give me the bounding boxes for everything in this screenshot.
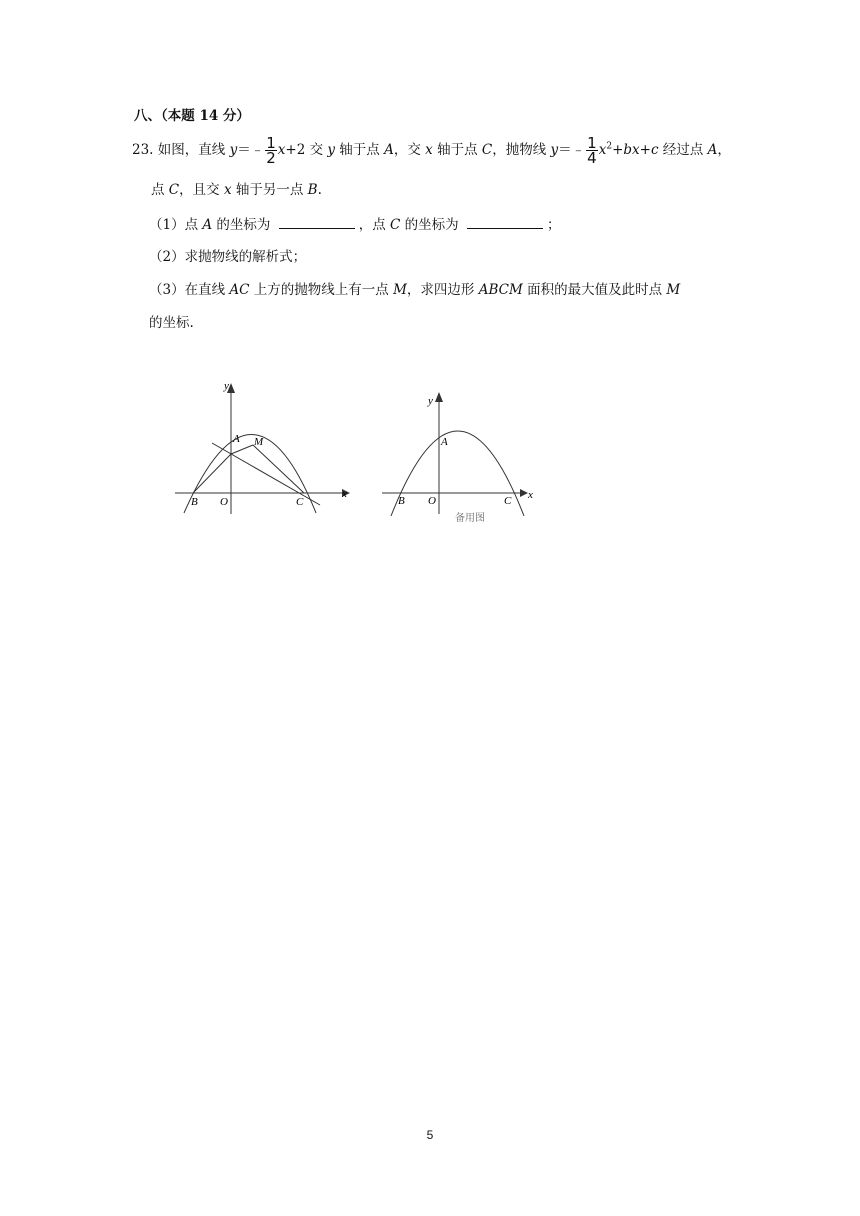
figure-2 [378,380,548,525]
point-c: C [168,182,180,198]
label-x: x [342,488,347,500]
point-c: C [390,217,401,233]
x-axis-arrow [520,489,528,497]
text: ， [717,142,731,158]
label-x: x [528,489,533,501]
frac-num: 1 [266,134,276,152]
text: ，点 [358,217,391,233]
text: . [317,182,322,198]
text: ，求四边形 [406,282,479,298]
text: 轴于另一点 [231,182,308,198]
point-m: M [393,282,407,298]
page-number: 5 [426,1128,434,1142]
label-b: B [191,496,198,508]
text: ，且交 [179,182,224,198]
var-x: x [425,142,433,158]
label-y: y [224,380,229,392]
answer-blank-a[interactable] [279,214,355,229]
text: 轴于点 [335,142,385,158]
var-x: x [277,142,286,158]
segment-ab [193,454,231,493]
var-x: x [598,142,607,158]
label-c: C [296,496,304,508]
point-c: C [481,142,493,158]
fraction-one-half [265,136,277,165]
label-c: C [504,495,512,507]
answer-blank-c[interactable] [467,214,543,229]
segment-mc [253,445,304,493]
question-3-cont: 的坐标. [149,315,194,331]
point-a: A [707,142,718,158]
question-2: （2）求抛物线的解析式； [149,249,307,265]
text: 经过点 [658,142,708,158]
var-x: x [223,182,232,198]
text: 上方的抛物线上有一点 [249,282,394,298]
text: （3）在直线 [149,282,230,298]
point-a: A [384,142,394,158]
frac-num: 1 [587,134,597,152]
point-m: M [666,282,681,298]
point-a: A [202,217,213,233]
text: ＝﹣ [237,142,265,158]
var-bx: bx [623,142,640,158]
text: 点 [151,182,169,198]
section-heading: 八、（本题 14 分） [134,108,250,124]
y-axis-arrow [435,392,443,402]
label-y: y [428,395,433,407]
question-3 [149,280,680,300]
exponent: 2 [606,141,613,152]
figure-caption: 备用图 [455,513,485,524]
text: 轴于点 [432,142,482,158]
fraction-one-quarter [586,136,598,165]
text: 的坐标为 [212,217,275,233]
label-o: O [428,495,436,507]
text: 面积的最大值及此时点 [522,282,667,298]
label-a: A [233,433,240,445]
quad-abcm: ABCM [478,282,523,298]
figure-1 [170,375,360,520]
frac-den: 4 [587,149,597,167]
problem-line-1 [132,136,731,165]
text: ，抛物线 [492,142,551,158]
var-y: y [550,142,559,158]
question-1 [149,214,560,235]
frac-den: 2 [266,149,276,167]
problem-line-2 [151,180,322,200]
label-a: A [441,436,448,448]
label-b: B [398,495,405,507]
text: 的坐标为 [400,217,463,233]
text: + [639,142,651,158]
label-o: O [220,496,228,508]
var-c: c [650,142,659,158]
var-y: y [229,142,238,158]
text: +2 交 [285,142,328,158]
point-b: B [307,182,318,198]
problem-number: 23. [132,142,154,158]
text: ，交 [393,142,426,158]
text: + [612,142,624,158]
text: ； [546,217,561,233]
text: （1）点 [149,217,203,233]
segment-am [231,445,253,454]
text: 如图，直线 [157,142,230,158]
label-m: M [254,436,264,448]
line-ac [212,443,320,505]
text: ＝﹣ [558,142,586,158]
segment-ac: AC [229,282,250,298]
var-y: y [327,142,336,158]
